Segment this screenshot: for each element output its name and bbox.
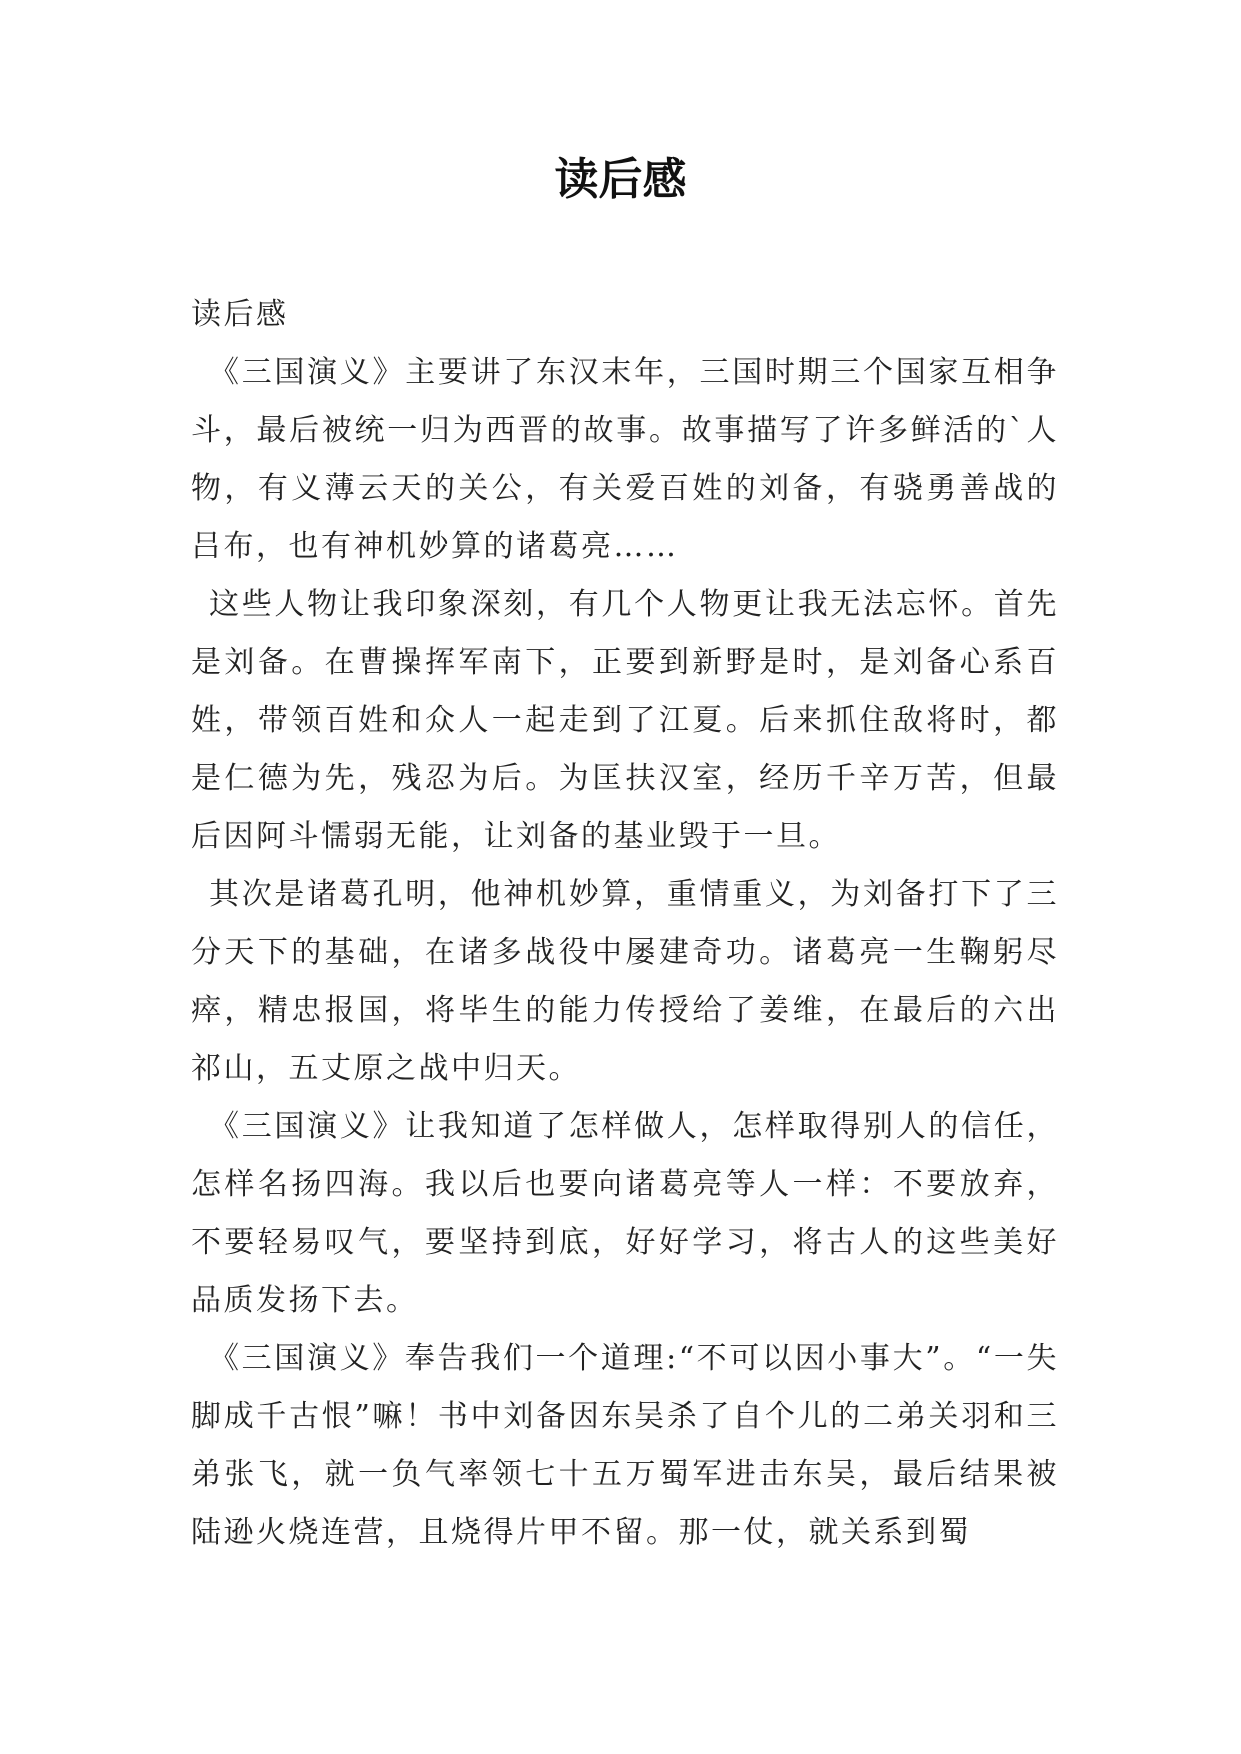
paragraph-4: 《三国演义》让我知道了怎样做人，怎样取得别人的信任，怎样名扬四海。我以后也要向诸葛亮等人一样：不要放弃，不要轻易叹气，要坚持到底，好好学习，将古人的这些美好品质发扬下去。	[191, 1109, 1059, 1318]
paragraph-5: 《三国演义》奉告我们一个道理:“不可以因小事大”。“一失脚成千古恨”嘛！书中刘备因东吴杀了自个儿的二弟关羽和三弟张飞，就一负气率领七十五万蜀军进击东吴，最后结果被陆逊火烧连营，且烧得片甲不留。那一仗，就关系到蜀	[191, 1341, 1059, 1550]
document-body	[191, 286, 1059, 1562]
paragraph-2: 这些人物让我印象深刻，有几个人物更让我无法忘怀。首先是刘备。在曹操挥军南下，正要到新野是时，是刘备心系百姓，带领百姓和众人一起走到了江夏。后来抓住敌将时，都是仁德为先，残忍为后。为匡扶汉室，经历千辛万苦，但最后因阿斗懦弱无能，让刘备的基业毁于一旦。	[191, 587, 1059, 854]
document-title: 读后感	[554, 154, 687, 205]
paragraph-3: 其次是诸葛孔明，他神机妙算，重情重义，为刘备打下了三分天下的基础，在诸多战役中屡建奇功。诸葛亮一生鞠躬尽瘁，精忠报国，将毕生的能力传授给了姜维，在最后的六出祁山，五丈原之战中归天。	[191, 877, 1059, 1086]
paragraph-1: 《三国演义》主要讲了东汉末年，三国时期三个国家互相争斗，最后被统一归为西晋的故事。故事描写了许多鲜活的`人物，有义薄云天的关公，有关爱百姓的刘备，有骁勇善战的吕布，也有神机妙算的诸葛亮……	[191, 355, 1059, 564]
body-heading: 读后感	[191, 297, 289, 332]
